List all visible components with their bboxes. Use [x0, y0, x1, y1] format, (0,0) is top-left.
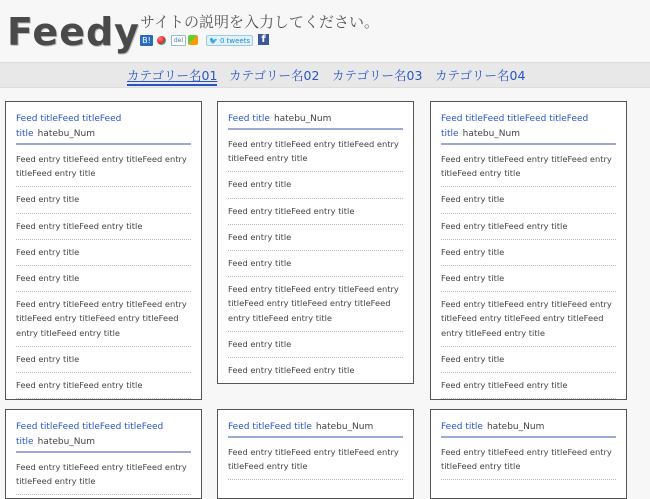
feed-entry[interactable]: Feed entry titleFeed entry titleFeed entry titleFeed entry title — [441, 444, 616, 480]
hatebu-count[interactable]: hatebu_Num — [273, 114, 332, 124]
feed-entry[interactable]: Feed entry titleFeed entry title — [441, 218, 616, 240]
category-nav — [0, 62, 650, 88]
feed-entry[interactable]: Feed entry titleFeed entry title — [16, 218, 191, 240]
feed-header — [16, 112, 191, 145]
hatebu-count[interactable]: hatebu_Num — [315, 422, 374, 432]
feed-box — [217, 409, 414, 499]
tweet-count: 0 tweets — [219, 37, 251, 45]
delicious-icon[interactable]: del — [171, 35, 186, 46]
feed-box — [217, 101, 414, 384]
feed-header — [441, 420, 616, 438]
feed-header — [16, 420, 191, 453]
feed-entry[interactable]: Feed entry titleFeed entry titleFeed entry titleFeed entry titleFeed entry titleFeed entry titleFeed entry title — [441, 296, 616, 347]
feed-entry[interactable]: Feed entry titleFeed entry titleFeed entry titleFeed entry titleFeed entry titleFeed entry titleFeed entry title — [228, 281, 403, 332]
hatena-bookmark-icon[interactable]: B! — [140, 35, 153, 46]
feed-entry[interactable]: Feed entry title — [228, 229, 403, 251]
hatebu-count[interactable]: hatebu_Num — [486, 422, 545, 432]
feed-entry[interactable]: Feed entry titleFeed entry title — [16, 377, 191, 399]
feed-entry[interactable]: Feed entry title — [441, 191, 616, 213]
feed-entry[interactable]: Feed entry titleFeed entry titleFeed entry titleFeed entry titleFeed entry titleFeed entry titleFeed entry title — [16, 296, 191, 347]
livedoor-clip-icon[interactable] — [188, 35, 200, 46]
feed-entry[interactable]: Feed entry title — [16, 244, 191, 266]
feed-title-link[interactable]: Feed title — [228, 114, 270, 124]
site-header — [0, 0, 650, 62]
feed-header — [228, 112, 403, 130]
google-bookmark-icon[interactable] — [156, 35, 167, 46]
nav-category-03[interactable]: カテゴリー名03 — [332, 68, 423, 83]
tweet-button[interactable]: 🐦 0 tweets — [206, 35, 253, 46]
feed-entry[interactable]: Feed entry titleFeed entry title — [441, 377, 616, 399]
feed-entry[interactable]: Feed entry title — [441, 351, 616, 373]
feed-entry[interactable]: Feed entry title — [228, 255, 403, 277]
feed-entry[interactable]: Feed entry titleFeed entry titleFeed entry titleFeed entry title — [441, 151, 616, 187]
feed-entry[interactable]: Feed entry titleFeed entry titleFeed entry titleFeed entry title — [228, 136, 403, 172]
hatebu-count[interactable]: hatebu_Num — [37, 129, 96, 139]
feed-entry[interactable]: Feed entry titleFeed entry titleFeed entry titleFeed entry title — [16, 459, 191, 495]
feed-entry[interactable]: Feed entry title — [16, 270, 191, 292]
feed-title-link[interactable]: Feed titleFeed title — [228, 422, 312, 432]
feed-entry[interactable]: Feed entry titleFeed entry titleFeed entry titleFeed entry title — [228, 444, 403, 480]
feed-box — [430, 101, 627, 400]
facebook-share-icon[interactable]: f — [258, 34, 269, 45]
site-logo[interactable]: Feedy — [7, 10, 140, 54]
feed-entry[interactable]: Feed entry title — [441, 244, 616, 266]
feed-entry[interactable]: Feed entry title — [16, 351, 191, 373]
nav-category-02[interactable]: カテゴリー名02 — [229, 68, 320, 83]
feed-title-link[interactable]: Feed titleFeed titleFeed title — [16, 114, 122, 139]
feed-entry[interactable]: Feed entry titleFeed entry title — [228, 362, 403, 384]
feed-box — [5, 101, 202, 400]
feed-header — [441, 112, 616, 145]
feed-entry[interactable]: Feed entry title — [16, 191, 191, 213]
feed-box — [430, 409, 627, 499]
feed-entry[interactable]: Feed entry titleFeed entry title — [228, 203, 403, 225]
feed-title-link[interactable]: Feed titleFeed titleFeed titleFeed title — [16, 422, 164, 447]
nav-category-04[interactable]: カテゴリー名04 — [435, 68, 526, 83]
feed-title-link[interactable]: Feed titleFeed titleFeed titleFeed title — [441, 114, 589, 139]
site-tagline: サイトの説明を入力してください。 — [140, 13, 379, 31]
feed-title-link[interactable]: Feed title — [441, 422, 483, 432]
feed-entry[interactable]: Feed entry titleFeed entry titleFeed entry titleFeed entry title — [16, 151, 191, 187]
feed-box — [5, 409, 202, 499]
feed-entry[interactable]: Feed entry title — [228, 336, 403, 358]
hatebu-count[interactable]: hatebu_Num — [37, 437, 96, 447]
feed-entry[interactable]: Feed entry title — [441, 270, 616, 292]
feed-header — [228, 420, 403, 438]
feed-entry[interactable]: Feed entry title — [228, 176, 403, 198]
hatebu-count[interactable]: hatebu_Num — [462, 129, 521, 139]
nav-category-01[interactable]: カテゴリー名01 — [127, 66, 217, 86]
